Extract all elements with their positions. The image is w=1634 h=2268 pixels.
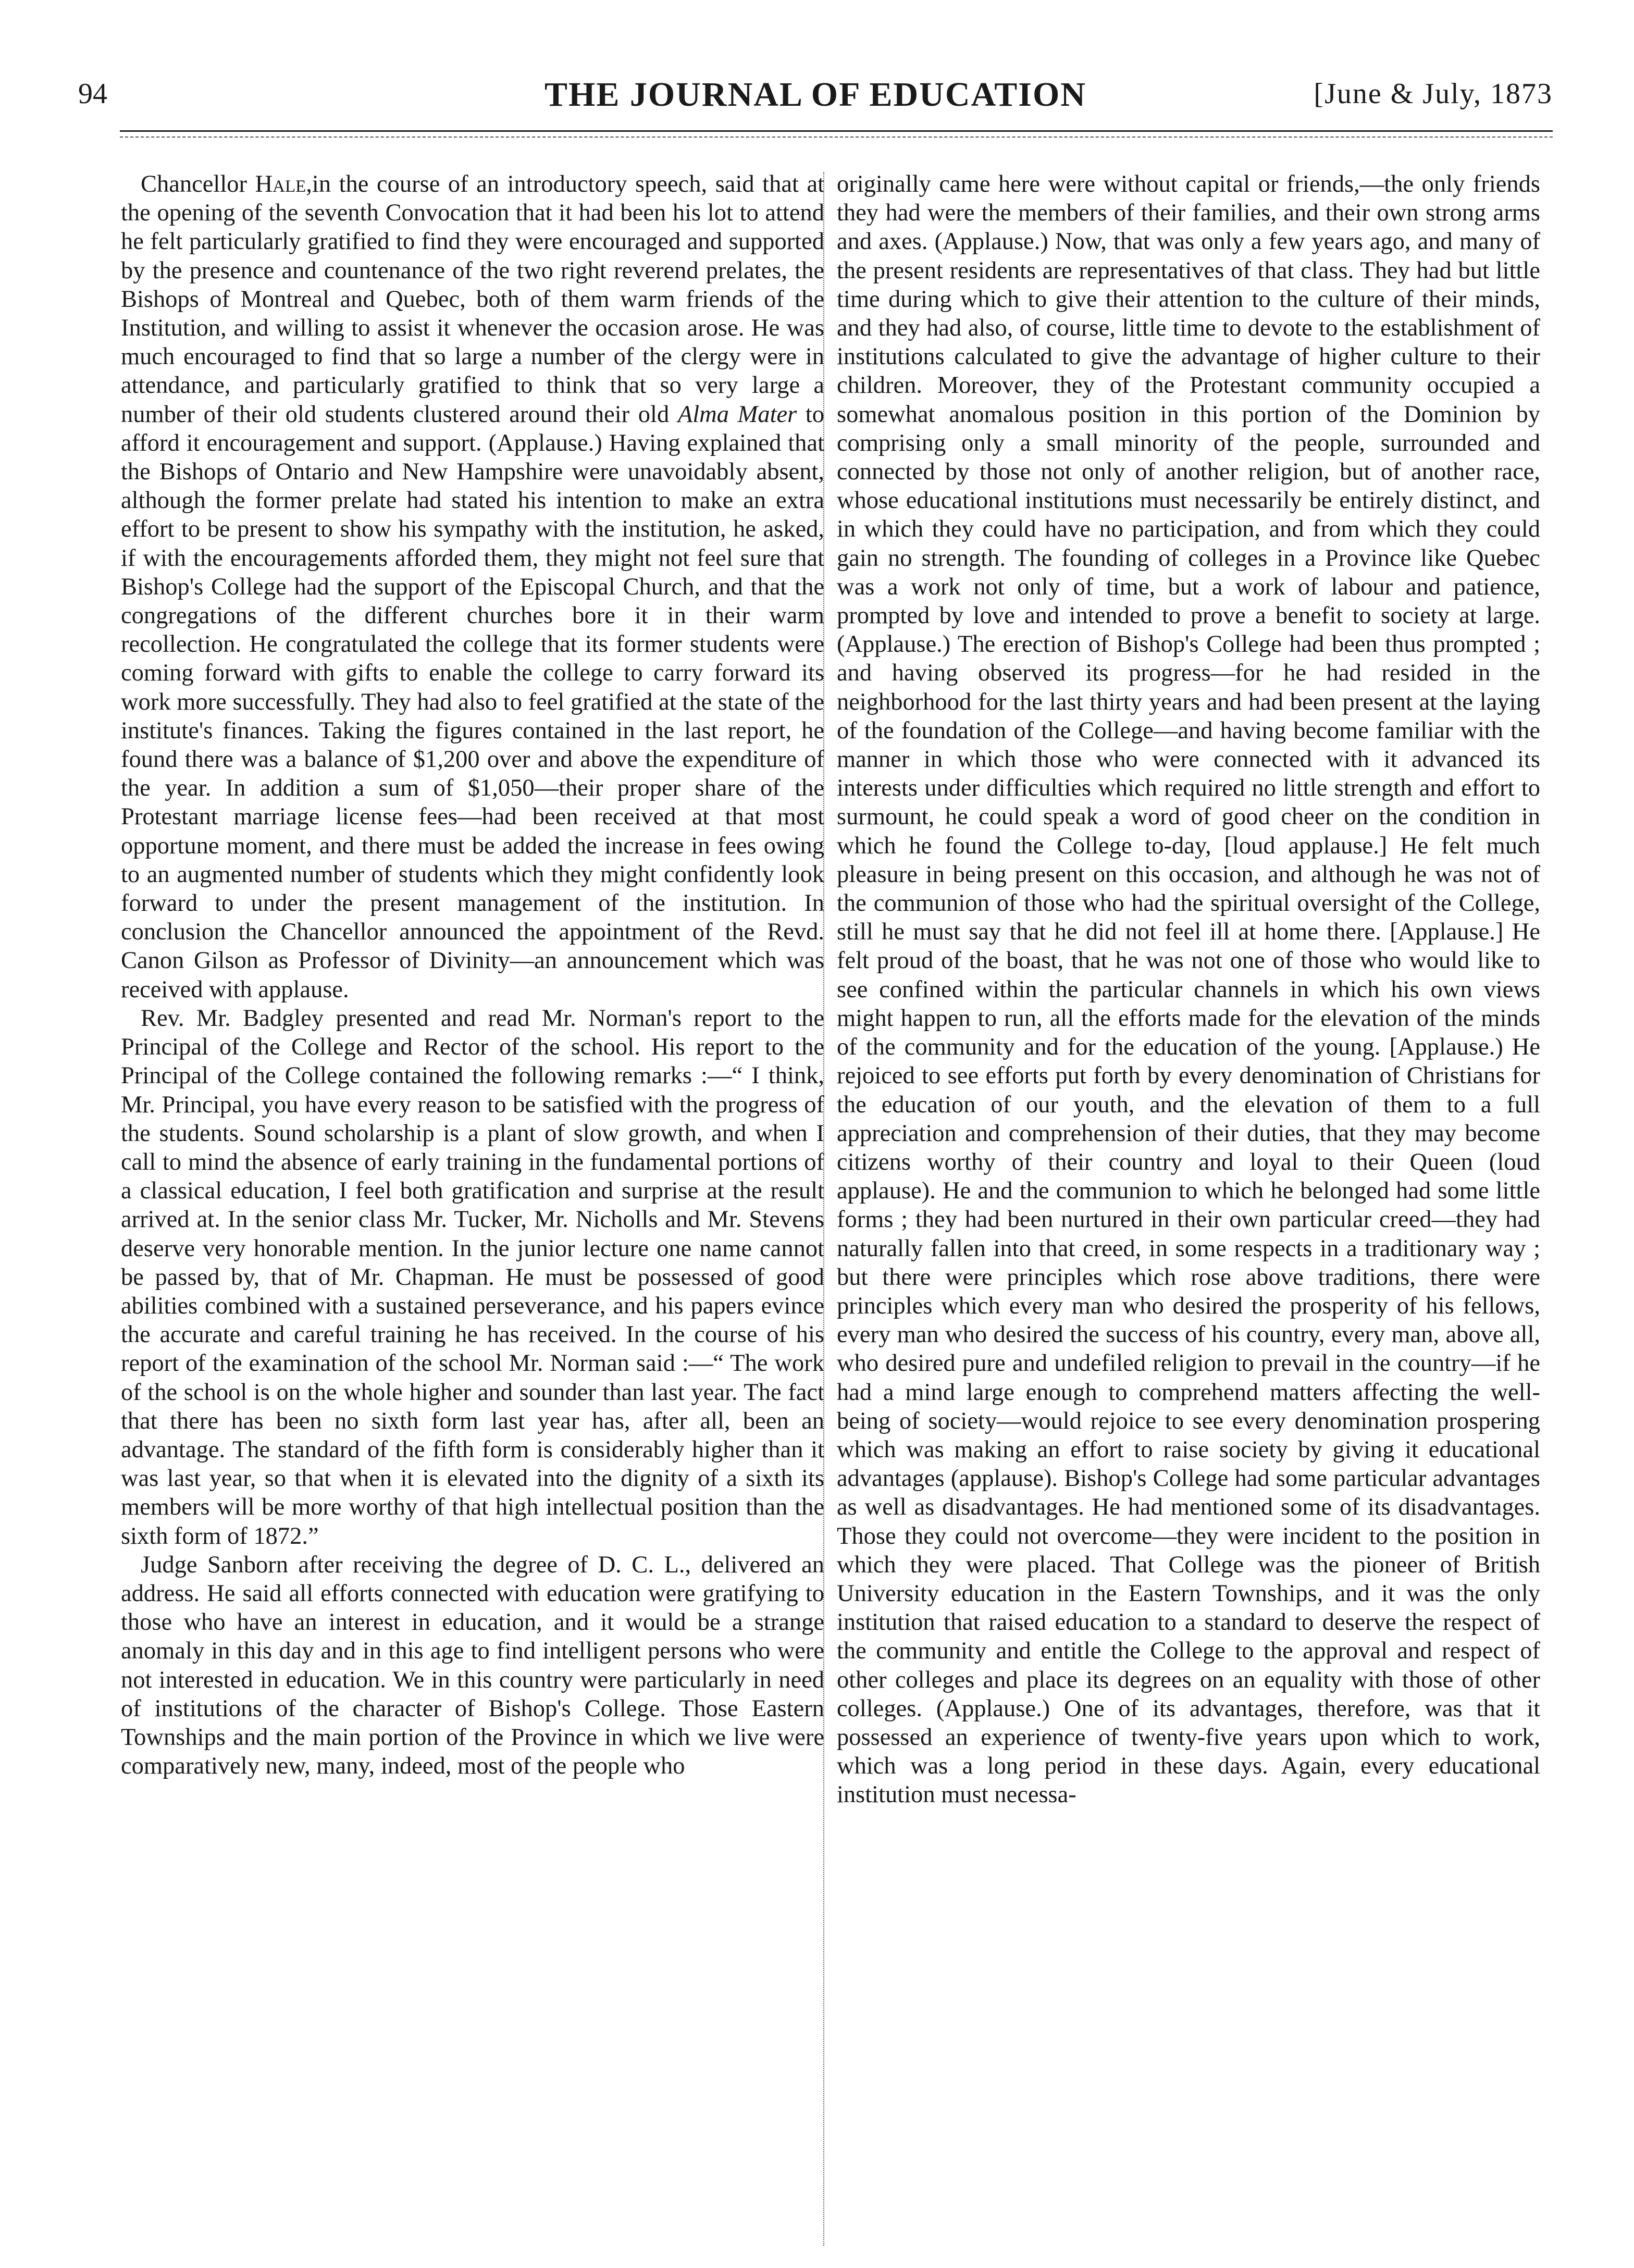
issue-date: [June & July, 1873 bbox=[1314, 78, 1553, 110]
name-hale: Hale bbox=[255, 171, 306, 197]
paragraph-badgley-report: Rev. Mr. Badgley presented and read Mr. Norman's report to the Principal of the College and Rector of the school. His report to the Principal of the College contained the following remarks :—“ I think, Mr. Principal, you have every reason to be satisfied with the progress of the students. Sound scholarship is a plant of slow growth, and when I call to mind the absence of early training in the fundamental portions of a classical education, I feel both gratification and surprise at the result arrived at. In the senior class Mr. Tucker, Mr. Nicholls and Mr. Stevens deserve very honorable mention. In the junior lecture one name cannot be passed by, that of Mr. Chapman. He must be possessed of good abilities combined with a sustained perseverance, and his papers evince the accurate and careful training he has received. In the course of his report of the examination of the school Mr. Norman said :—“ The work of the school is on the whole higher and sounder than last year. The fact that there has been no sixth form last year has, after all, been an advantage. The standard of the fifth form is considerably higher than it was last year, so that when it is elevated into the dignity of a sixth its members will be more worthy of that high intellectual position than the sixth form of 1872.” bbox=[121, 1005, 824, 1550]
paragraph-judge-sanborn: Judge Sanborn after receiving the degree of D. C. L., delivered an address. He said all efforts connected with education were gratifying to those who have an interest in education, and it would be a strange anomaly in this day and in this age to find intelligent persons who were not interested in education. We in this country were particularly in need of institutions of the character of Bishop's College. Those Eastern Townships and the main portion of the Province in which we live were comparatively new, many, indeed, most of the people who bbox=[121, 1551, 824, 1780]
header-rule-dashed bbox=[120, 137, 1553, 138]
page-number: 94 bbox=[78, 78, 107, 110]
header-rule bbox=[120, 130, 1553, 132]
paragraph-sanborn-continued: originally came here were without capital or friends,—the only friends they had were the members of their families, and their own strong arms and axes. (Applause.) Now, that was only a few years ago, and many of the present residents are representatives of that class. They had but little time during which to give their attention to the culture of their minds, and they had also, of course, little time to devote to the establishment of institutions calculated to give the advantage of higher culture to their children. Moreover, they of the Protestant community occupied a somewhat anomalous position in this portion of the Dominion by comprising only a small minority of the people, surrounded and connected by those not only of another religion, but of another race, whose educational institutions must necessarily be entirely distinct, and in which they could have no participation, and from which they could gain no strength. The founding of colleges in a Province like Quebec was a work not only of time, but a work of labour and patience, prompted by love and intended to prove a benefit to society at large. (Applause.) The erection of Bishop's College had been thus prompted ; and having observed its progress—for he had resided in the neighborhood for the last thirty years and had been present at the laying of the foundation of the College—and having become familiar with the manner in which those who were connected with it advanced its interests under difficulties which required no little strength and effort to surmount, he could speak a word of good cheer on the condition in which he found the College to-day, [loud applause.] He felt much pleasure in being present on this occasion, and although he was not of the communion of those who had the spiritual oversight of the College, still he must say that he did not feel ill at home there. [Applause.] He felt proud of the boast, that he was not one of those who would like to see confined within the particular channels in which his own views might happen to run, all the efforts made for the elevation of the minds of the community and for the education of the young. [Applause.) He rejoiced to see efforts put forth by every denomination of Christians for the education of our youth, and the elevation of them to a full appreciation and comprehension of their duties, that they may become citizens worthy of their country and loyal to their Queen (loud applause). He and the communion to which he belonged had some little forms ; they had been nurtured in their own particular creed—they had naturally fallen into that creed, in some respects in a traditionary way ; but there were principles which rose above traditions, there were principles which every man who desired the prosperity of his fellows, every man who desired the success of his country, every man, above all, who desired pure and undefiled religion to prevail in the country—if he had a mind large enough to comprehend matters affecting the well-being of society—would rejoice to see every denomination prospering which was making an effort to raise society by giving it educational advantages (applause). Bishop's College had some particular advantages as well as disadvantages. He had mentioned some of its disadvantages. Those they could not overcome—they were incident to the position in which they were placed. That College was the pioneer of British University education in the Eastern Townships, and it was the only institution that raised education to a standard to deserve the respect of the community and entitle the College to the approval and respect of other colleges and place its degrees on an equality with those of other colleges. (Applause.) One of its advantages, therefore, was that it possessed an experience of twenty-five years upon which to work, which was a long period in these days. Again, every educational institution must necessa- bbox=[837, 171, 1540, 1808]
column-divider bbox=[823, 172, 824, 2246]
page-header bbox=[78, 72, 1553, 122]
right-column bbox=[837, 170, 1540, 2244]
alma-mater-italic: Alma Mater bbox=[677, 401, 797, 428]
journal-title: THE JOURNAL OF EDUCATION bbox=[544, 76, 1086, 114]
left-column bbox=[121, 170, 824, 2244]
paragraph-chancellor-hale: Chancellor Hale,in the course of an introductory speech, said that at the opening of the seventh Convocation that it had been his lot to attend he felt particularly gratified to find they were encouraged and supported by the presence and countenance of the two right reverend prelates, the Bishops of Montreal and Quebec, both of them warm friends of the Institution, and willing to assist it whenever the occasion arose. He was much encouraged to find that so large a number of the clergy were in attendance, and particularly gratified to think that so very large a number of their old students clustered around their old Alma Mater to afford it encouragement and support. (Applause.) Having explained that the Bishops of Ontario and New Hampshire were unavoidably absent, although the former prelate had stated his intention to make an extra effort to be present to show his sympathy with the institution, he asked, if with the encouragements afforded them, they might not feel sure that Bishop's College had the support of the Episcopal Church, and that the congregations of the different churches bore it in their warm recollection. He congratulated the college that its former students were coming forward with gifts to enable the college to carry forward its work more successfully. They had also to feel gratified at the state of the institute's finances. Taking the figures contained in the last report, he found there was a balance of $1,200 over and above the expenditure of the year. In addition a sum of $1,050—their proper share of the Protestant marriage license fees—had been received at that most opportune moment, and there must be added the increase in fees owing to an augmented number of students which they might confidently look forward to under the present management of the institution. In conclusion the Chancellor announced the appointment of the Revd. Canon Gilson as Professor of Divinity—an announcement which was received with applause. bbox=[121, 171, 824, 1003]
